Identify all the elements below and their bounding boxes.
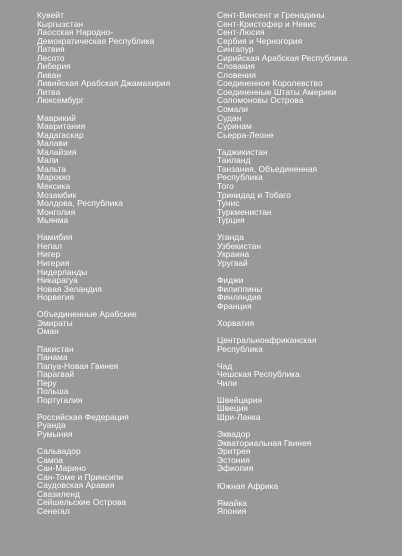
country-name: Португалия xyxy=(37,394,83,405)
country-name: Швейцария xyxy=(217,394,263,405)
country-name: Мальта xyxy=(37,163,67,174)
country-name: Фиджи xyxy=(217,275,244,286)
country-name: Таиланд xyxy=(217,155,251,166)
country-name: Сан-Томе и Принсипи xyxy=(37,471,124,482)
country-name: Никарагуа xyxy=(37,275,78,286)
country-group xyxy=(37,11,217,105)
country-group xyxy=(217,362,402,388)
country-name: Мьянма xyxy=(37,215,69,226)
country-name: Япония xyxy=(217,506,247,517)
country-name: Чад xyxy=(217,360,233,371)
country-name: Саудовская Аравия xyxy=(37,480,115,491)
country-name: Сент-Винсент и Гренадины xyxy=(217,10,325,20)
country-name: Сьерра-Леоне xyxy=(217,129,274,140)
country-name: Объединенные Арабские xyxy=(37,309,137,320)
country-name: Ямайка xyxy=(217,497,247,508)
country-group xyxy=(217,148,402,225)
country-name: Шри-Ланка xyxy=(217,412,261,423)
country-name: Танзания, Объединенная xyxy=(217,163,318,174)
country-name: Уругвай xyxy=(217,257,248,268)
country-name: Узбекистан xyxy=(217,240,262,251)
country-name: Лесото xyxy=(37,52,65,63)
country-name: Хорватия xyxy=(217,317,255,328)
country-name: Руанда xyxy=(37,420,66,431)
country-name: Люксембург xyxy=(37,95,84,106)
country-name: Пакистан xyxy=(37,343,74,354)
country-group xyxy=(217,499,402,516)
country-name: Папуа-Новая Гвинея xyxy=(37,360,119,371)
country-name: Турция xyxy=(217,215,245,226)
country-name: Сербия и Черногория xyxy=(217,35,303,46)
country-name: Литва xyxy=(37,86,61,97)
country-name: Мали xyxy=(37,155,59,166)
country-name: Сент-Люсия xyxy=(217,27,265,38)
country-name: Филиппины xyxy=(217,283,263,294)
country-name: Перу xyxy=(37,377,57,388)
country-name: Демократическая Республика xyxy=(37,35,155,46)
country-name: Марокко xyxy=(37,172,71,183)
country-name: Панама xyxy=(37,352,68,363)
country-name: Мозамбик xyxy=(37,189,77,200)
country-name: Румыния xyxy=(37,429,73,440)
country-name: Туркменистан xyxy=(217,206,272,217)
country-name: Парагвай xyxy=(37,369,75,380)
country-name: Нигер xyxy=(37,249,61,260)
country-name: Сальвадор xyxy=(37,446,81,457)
country-name: Сейшельские Острова xyxy=(37,497,127,508)
country-name: Сенегал xyxy=(37,506,70,516)
country-name: Мавритания xyxy=(37,121,86,132)
country-name: Республика xyxy=(217,172,263,183)
country-name: Оман xyxy=(37,326,59,337)
country-name: Российская Федерация xyxy=(37,411,129,422)
country-group xyxy=(217,319,402,328)
country-name: Соединенное Королевство xyxy=(217,78,323,89)
country-list-left-column xyxy=(37,11,217,524)
country-name: Тринидад и Тобаго xyxy=(217,189,291,200)
country-name: Соединенные Штаты Америки xyxy=(217,86,337,97)
country-group xyxy=(37,345,217,405)
country-name: Малави xyxy=(37,138,68,149)
country-group xyxy=(37,233,217,301)
country-name: Южная Африка xyxy=(217,480,279,491)
country-group xyxy=(217,233,402,267)
country-name: Чешская Республика xyxy=(217,369,300,380)
country-name: Сомали xyxy=(217,104,248,115)
country-name: Латвия xyxy=(37,44,65,55)
country-name: Польша xyxy=(37,386,69,397)
country-name: Сент-Кристофер и Невис xyxy=(217,18,317,29)
country-name: Суринам xyxy=(217,121,252,132)
country-name: Лаосская Народно- xyxy=(37,27,114,38)
country-name: Либерия xyxy=(37,61,71,72)
country-name: Мадагаскар xyxy=(37,129,84,140)
country-name: Ливийская Арабская Джамахирия xyxy=(37,78,171,89)
country-name: Сирийская Арабская Республика xyxy=(217,52,348,63)
country-name: Свазиленд xyxy=(37,488,80,499)
country-name: Эстония xyxy=(217,454,250,465)
country-group xyxy=(217,11,402,139)
country-name: Кыргызстан xyxy=(37,18,84,29)
country-name: Центральноафриканская xyxy=(217,335,317,346)
country-name: Словения xyxy=(217,69,256,80)
country-name: Монголия xyxy=(37,206,76,217)
country-name: Словакия xyxy=(217,61,255,72)
country-group xyxy=(217,336,402,353)
country-name: Таджикистан xyxy=(217,146,268,157)
country-name: Украина xyxy=(217,249,250,260)
country-name: Эквадор xyxy=(217,429,251,440)
country-name: Соломоновы Острова xyxy=(217,95,304,106)
country-name: Малайзия xyxy=(37,146,77,157)
country-name: Непал xyxy=(37,240,63,251)
country-name: Тунис xyxy=(217,198,240,209)
country-name: Швеция xyxy=(217,403,248,414)
country-name: Самоа xyxy=(37,454,64,465)
country-name: Экваториальная Гвинея xyxy=(217,437,312,448)
country-name: Нигерия xyxy=(37,257,70,268)
country-group xyxy=(217,276,402,310)
country-name: Судан xyxy=(217,112,242,123)
country-name: Намибия xyxy=(37,232,73,243)
country-group xyxy=(217,430,402,473)
country-name: Эритрея xyxy=(217,446,251,457)
country-name: Новая Зеландия xyxy=(37,283,102,294)
country-group xyxy=(37,413,217,439)
country-name: Эфиопия xyxy=(217,463,254,474)
country-name: Нидерланды xyxy=(37,266,88,277)
country-group xyxy=(37,310,217,336)
country-group xyxy=(217,396,402,422)
country-name: Франция xyxy=(217,300,252,311)
country-name: Мексика xyxy=(37,180,71,191)
country-name: Уганда xyxy=(217,232,244,243)
country-name: Маврикий xyxy=(37,112,76,123)
country-name: Эмираты xyxy=(37,317,73,328)
country-name: Чили xyxy=(217,377,238,388)
country-name: Сан-Марино xyxy=(37,463,87,474)
country-name: Ливан xyxy=(37,69,62,80)
country-name: Сингапур xyxy=(217,44,254,55)
country-group xyxy=(37,447,217,515)
country-group xyxy=(217,482,402,491)
country-group xyxy=(37,114,217,225)
country-name: Республика xyxy=(217,343,263,354)
country-name: Того xyxy=(217,180,234,191)
country-name: Кувейт xyxy=(37,10,64,20)
country-list-right-column xyxy=(217,11,402,524)
country-name: Финляндия xyxy=(217,292,262,303)
country-name: Норвегия xyxy=(37,292,75,303)
country-name: Молдова, Республика xyxy=(37,198,123,209)
